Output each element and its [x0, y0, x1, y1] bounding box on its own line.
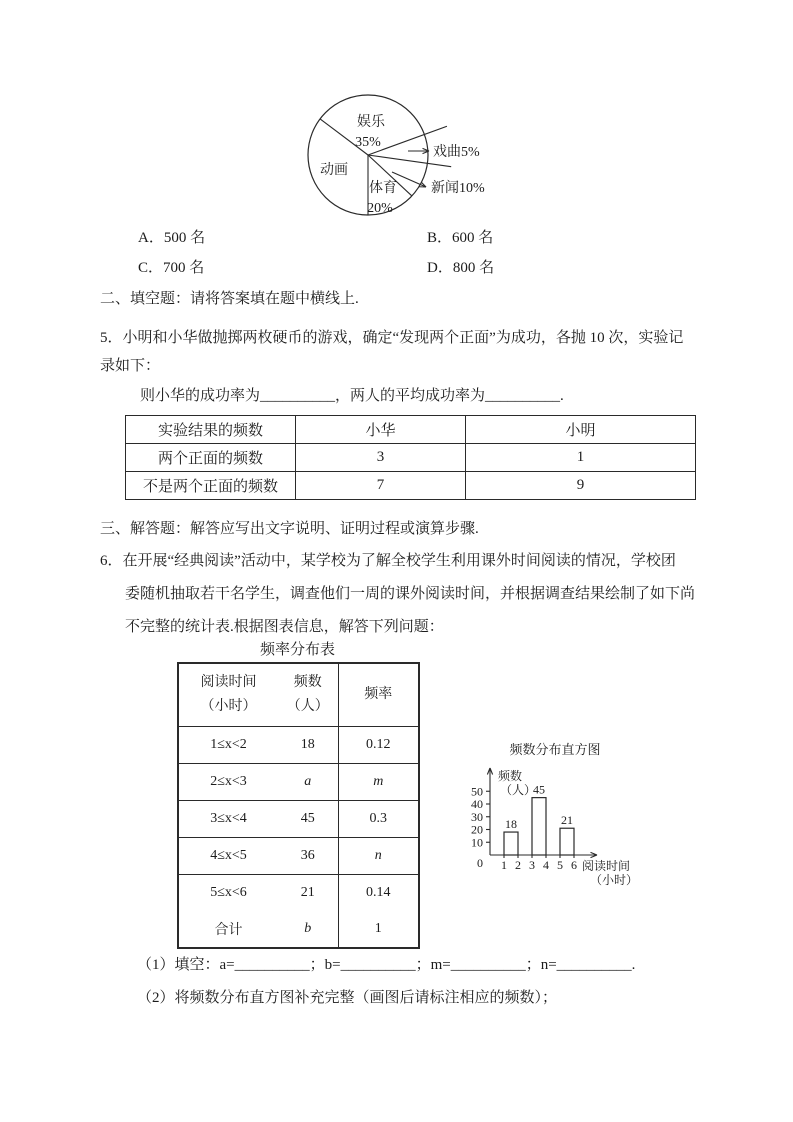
cell: 1≤x<2 [178, 727, 278, 764]
svg-text:新闻10%: 新闻10% [431, 181, 485, 196]
svg-text:6: 6 [571, 858, 577, 872]
svg-text:5: 5 [557, 858, 563, 872]
cell: m [338, 764, 419, 801]
frequency-table [177, 662, 420, 949]
svg-text:40: 40 [471, 797, 483, 811]
cell: 不是两个正面的频数 [126, 472, 296, 500]
cell: 9 [466, 472, 696, 500]
pie-chart [280, 88, 515, 228]
svg-text:35%: 35% [355, 135, 381, 150]
sub-question-2: （2）将频数分布直方图补充完整（画图后请标注相应的频数）； [137, 990, 558, 1006]
cell: 1 [338, 911, 419, 948]
svg-text:4: 4 [543, 858, 549, 872]
table-row [126, 472, 696, 500]
svg-text:30: 30 [471, 809, 483, 824]
question5-line-2: 录如下： [100, 358, 161, 374]
section-3-heading: 三、解答题：解答应写出文字说明、证明过程或演算步骤. [100, 521, 479, 537]
cell: 7 [296, 472, 466, 500]
svg-text:20%: 20% [367, 201, 393, 216]
cell: 3≤x<4 [178, 801, 278, 838]
table-header-row [178, 663, 419, 727]
cell: 2≤x<3 [178, 764, 278, 801]
header-line: 频数 [293, 675, 322, 690]
cell: 1 [466, 444, 696, 472]
svg-text:20: 20 [471, 822, 483, 837]
cell: n [338, 838, 419, 875]
question6-line-1: 6．在开展“经典阅读”活动中，某学校为了解全校学生利用课外时间阅读的情况，学校团 [100, 553, 676, 569]
section-2-heading: 二、填空题：请将答案填在题中横线上. [100, 291, 359, 307]
svg-text:（小时）: （小时） [590, 873, 639, 887]
question6-line-3: 不完整的统计表.根据图表信息，解答下列问题： [125, 619, 444, 635]
svg-text:（人）: （人） [500, 783, 537, 797]
header-cell: 实验结果的频数 [126, 416, 296, 444]
header-cell [178, 663, 278, 727]
cell: 21 [300, 885, 315, 900]
question5-blank-line: 则小华的成功率为__________，两人的平均成功率为__________. [140, 388, 564, 404]
svg-text:频数分布直方图: 频数分布直方图 [509, 742, 601, 757]
cell: 0.14 [338, 875, 419, 912]
header-cell: 频率 [338, 663, 419, 727]
histogram-chart [452, 740, 662, 892]
cell: 合计 [214, 923, 243, 938]
cell: 3 [296, 444, 466, 472]
table-row [178, 764, 419, 801]
cell: 0.12 [338, 727, 419, 764]
header-cell [278, 663, 338, 727]
option-c: C．700 名 [138, 260, 205, 276]
experiment-table [125, 415, 696, 500]
cell: 36 [278, 838, 338, 875]
table-row-total [178, 911, 419, 948]
table-row [126, 444, 696, 472]
svg-text:18: 18 [505, 817, 517, 832]
cell: 18 [278, 727, 338, 764]
table-row [178, 838, 419, 875]
cell: 0.3 [338, 801, 419, 838]
header-line: （小时） [200, 699, 257, 714]
header-line: 阅读时间 [200, 675, 257, 690]
cell: 45 [278, 801, 338, 838]
header-line: （人） [286, 699, 329, 714]
question5-line-1: 5．小明和小华做抛掷两枚硬币的游戏，确定“发现两个正面”为成功，各抛 10 次，实验记 [100, 330, 684, 346]
svg-text:体育: 体育 [369, 181, 397, 196]
svg-text:10: 10 [471, 835, 483, 850]
svg-text:阅读时间: 阅读时间 [582, 859, 631, 873]
cell: 两个正面的频数 [126, 444, 296, 472]
header-cell: 小明 [466, 416, 696, 444]
cell: b [304, 921, 312, 936]
option-a: A．500 名 [138, 230, 206, 246]
frequency-table-title: 频率分布表 [259, 642, 335, 658]
svg-text:1: 1 [501, 858, 507, 872]
svg-text:频数: 频数 [498, 769, 523, 783]
cell: 5≤x<6 [210, 885, 247, 900]
option-b: B．600 名 [427, 230, 494, 246]
svg-text:21: 21 [561, 813, 573, 828]
question6-line-2: 委随机抽取若干名学生，调查他们一周的课外阅读时间，并根据调查结果绘制了如下尚 [125, 586, 696, 602]
header-cell: 小华 [296, 416, 466, 444]
svg-text:娱乐: 娱乐 [357, 115, 385, 130]
svg-text:动画: 动画 [320, 163, 348, 178]
table-row [178, 727, 419, 764]
svg-text:2: 2 [515, 858, 521, 872]
table-header-row [126, 416, 696, 444]
table-row [178, 875, 419, 912]
svg-text:45: 45 [533, 782, 545, 797]
cell: a [278, 764, 338, 801]
table-row [178, 801, 419, 838]
svg-text:0: 0 [477, 856, 483, 870]
cell: 4≤x<5 [178, 838, 278, 875]
svg-text:戏曲5%: 戏曲5% [433, 145, 480, 160]
svg-text:50: 50 [471, 784, 483, 799]
option-d: D．800 名 [427, 260, 495, 276]
svg-text:3: 3 [529, 858, 535, 872]
sub-question-1: （1）填空：a=__________；b=__________；m=__________；n=__________. [137, 957, 636, 973]
